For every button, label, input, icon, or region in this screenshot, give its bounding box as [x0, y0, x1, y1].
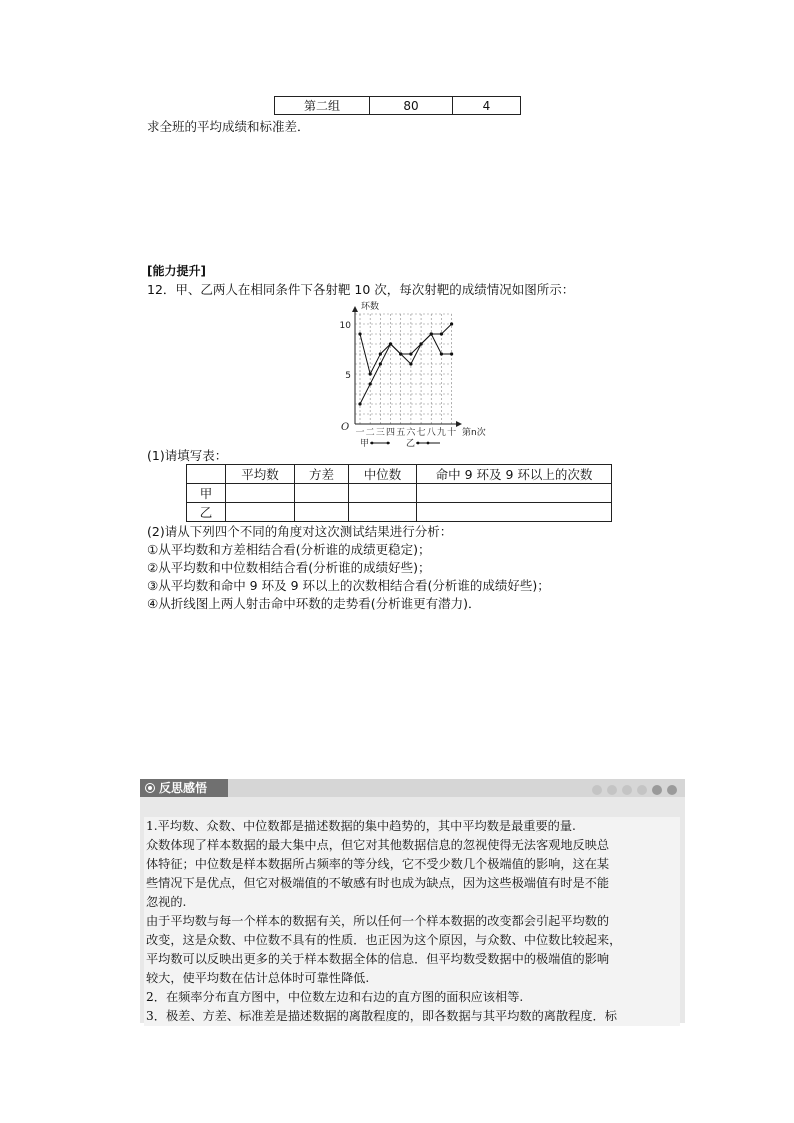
data-point: [379, 362, 382, 365]
legend-marker: [417, 442, 420, 445]
answer-cell[interactable]: [226, 503, 295, 522]
part-2-intro: (2)请从下列四个不同的角度对这次测试结果进行分析：: [147, 524, 453, 539]
table-cell: 80: [370, 97, 453, 115]
series-line-yi: [360, 324, 452, 404]
shooting-line-chart: [332, 300, 502, 448]
reflection-line: 较大，使平均数在估计总体时可靠性降低.: [146, 971, 370, 985]
answer-cell[interactable]: [226, 484, 295, 503]
part-2-item-2: ②从平均数和中位数相结合看(分析谁的成绩好些)；: [147, 560, 431, 575]
table-cell: 4: [453, 97, 521, 115]
dot-icon: [637, 785, 647, 795]
data-point: [440, 332, 443, 335]
x-tick-label: 五: [396, 428, 406, 438]
answer-cell[interactable]: [295, 503, 349, 522]
reflection-line: 由于平均数与每一个样本的数据有关，所以任何一个样本数据的改变都会引起平均数的: [146, 914, 610, 928]
y-axis-label: 环数: [361, 302, 380, 312]
reflection-line: 众数体现了样本数据的最大集中点，但它对其他数据信息的忽视使得无法客观地反映总: [146, 838, 610, 852]
group-score-table: [274, 96, 521, 115]
reflection-line: 3．极差、方差、标准差是描述数据的离散程度的，即各数据与其平均数的离散程度．标: [146, 1009, 617, 1023]
reflection-title: 反思感悟: [159, 781, 208, 795]
answer-cell[interactable]: [349, 484, 417, 503]
reflection-line: 改变，这是众数、中位数不具有的性质．也正因为这个原因，与众数、中位数比较起来，: [146, 933, 622, 947]
data-point: [358, 332, 361, 335]
reflection-line: 些情况下是优点，但它对极端值的不敏感有时也成为缺点，因为这些极端值有时是不能: [146, 876, 610, 890]
data-point: [409, 352, 412, 355]
data-point: [399, 352, 402, 355]
reflection-line: 忽视的.: [146, 895, 187, 909]
legend-marker: [387, 442, 390, 445]
reflection-text: [144, 817, 680, 1026]
table-header-cell: 方差: [295, 465, 349, 484]
table-header-row: [187, 465, 612, 484]
x-tick-label: 四: [386, 428, 396, 438]
part-2-item-4: ④从折线图上两人射击命中环数的走势看(分析谁更有潜力)．: [147, 596, 481, 611]
table-header-cell: 中位数: [349, 465, 417, 484]
data-point: [369, 382, 372, 385]
data-point: [369, 372, 372, 375]
answer-cell[interactable]: [295, 484, 349, 503]
answer-cell[interactable]: [349, 503, 417, 522]
x-tick-label: 八: [426, 428, 436, 438]
part-1-label: (1)请填写表：: [147, 448, 228, 463]
y-tick-label: 5: [345, 371, 351, 381]
reflection-line: 体特征；中位数是样本数据所占频率的等分线，它不受少数几个极端值的影响，这在某: [146, 857, 610, 871]
answer-cell[interactable]: [417, 503, 612, 522]
origin-label: O: [341, 422, 350, 433]
data-point: [419, 342, 422, 345]
question-12-stem: 12．甲、乙两人在相同条件下各射靶 10 次，每次射靶的成绩情况如图所示：: [147, 282, 575, 297]
reflection-line: 2．在频率分布直方图中，中位数左边和右边的直方图的面积应该相等.: [146, 990, 524, 1004]
fill-in-table: [186, 464, 612, 522]
table-row: [275, 97, 521, 115]
data-point: [379, 352, 382, 355]
x-tick-label: 六: [406, 428, 416, 438]
dot-icon: [592, 785, 602, 795]
reflection-box: [140, 797, 685, 1023]
reflection-header-bar: [140, 779, 685, 797]
table-header-cell: [187, 465, 226, 484]
legend-marker: [371, 442, 374, 445]
row-label-yi: 乙: [187, 503, 226, 522]
reflection-line: 平均数可以反映出更多的关于样本数据全体的信息．但平均数受数据中的极端值的影响: [146, 952, 610, 966]
y-tick-label: 10: [339, 321, 351, 331]
data-point: [430, 332, 433, 335]
part-2-item-1: ①从平均数和方差相结合看(分析谁的成绩更稳定)；: [147, 542, 431, 557]
x-tick-label: 七: [416, 428, 426, 438]
table-header-cell: 命中 9 环及 9 环以上的次数: [417, 465, 612, 484]
data-point: [358, 402, 361, 405]
x-axis-arrow: [456, 421, 462, 427]
dot-icon: [667, 785, 677, 795]
table-row: [187, 484, 612, 503]
dot-icon: [622, 785, 632, 795]
y-axis-arrow: [352, 306, 358, 312]
dot-icon: [607, 785, 617, 795]
dot-icon: [652, 785, 662, 795]
x-tick-label: 三: [375, 428, 385, 438]
data-point: [389, 342, 392, 345]
section-label: [能力提升]: [147, 264, 206, 278]
x-tick-label: 一: [355, 428, 365, 438]
data-point: [450, 352, 453, 355]
data-point: [440, 352, 443, 355]
row-label-jia: 甲: [187, 484, 226, 503]
target-icon: [146, 784, 154, 792]
legend-marker: [427, 442, 430, 445]
part-2-item-3: ③从平均数和命中 9 环及 9 环以上的次数相结合看(分析谁的成绩好些)；: [147, 578, 550, 593]
answer-cell[interactable]: [417, 484, 612, 503]
table-row: [187, 503, 612, 522]
legend-label-jia: 甲: [360, 439, 370, 448]
question-11-tail: 求全班的平均成绩和标准差．: [147, 119, 310, 134]
table-cell: 第二组: [275, 97, 370, 115]
x-tick-label: 九: [436, 428, 446, 438]
x-tick-label: 二: [365, 428, 375, 438]
reflection-line: 1.平均数、众数、中位数都是描述数据的集中趋势的，其中平均数是最重要的量.: [146, 819, 576, 833]
table-header-cell: 平均数: [226, 465, 295, 484]
data-point: [409, 362, 412, 365]
data-point: [450, 322, 453, 325]
x-tick-label: 十: [447, 428, 457, 438]
decorative-dots: [587, 783, 677, 798]
legend-label-yi: 乙: [406, 439, 416, 448]
chart-grid: [355, 314, 452, 424]
reflection-title-tag: [140, 779, 228, 797]
x-axis-label: 第n次: [462, 428, 486, 438]
